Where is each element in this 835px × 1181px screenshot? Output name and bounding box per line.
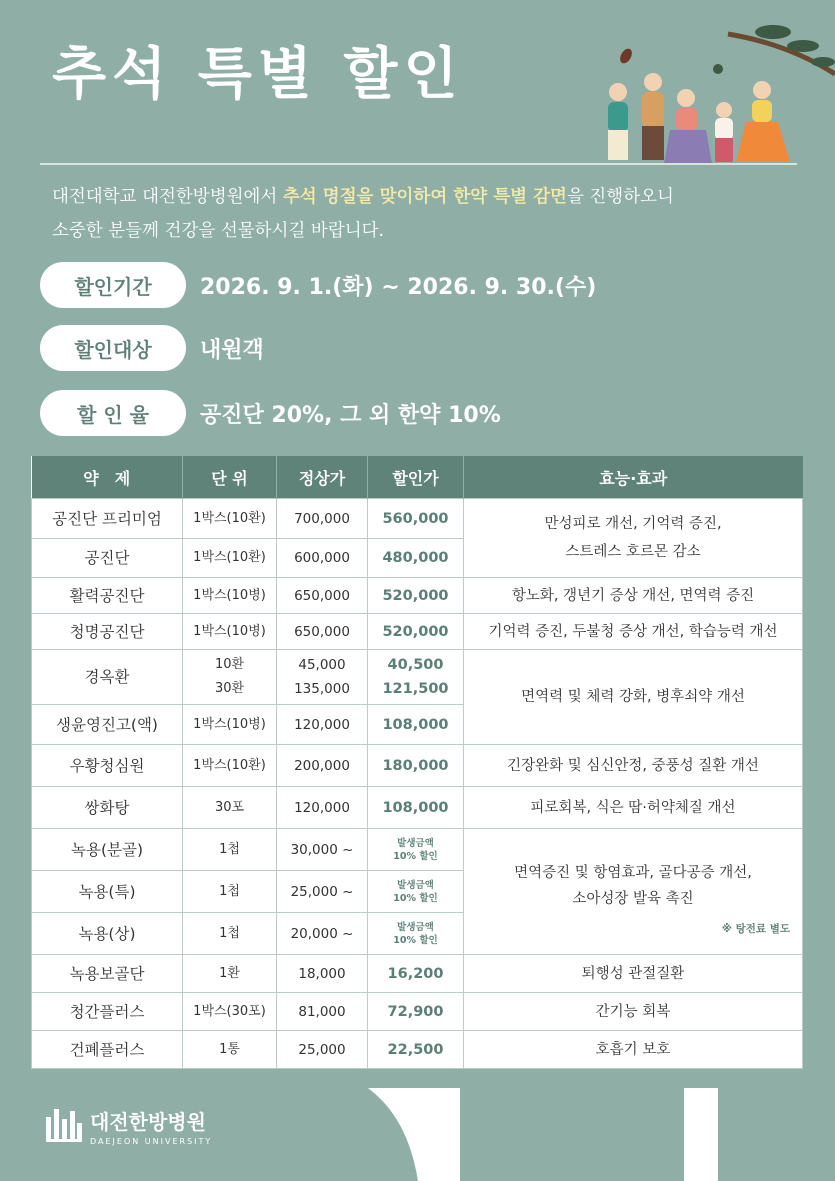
unit: 1박스(10환): [183, 745, 277, 787]
unit-line: 30환: [214, 681, 245, 696]
effect: 호흡기 보호: [464, 1031, 803, 1069]
table-row: [32, 1031, 803, 1069]
regular-price: 120,000: [277, 787, 368, 829]
hospital-logo: [46, 1106, 212, 1146]
effect-note: ※ 탕전료 별도: [721, 922, 790, 935]
unit: 1박스(10환): [183, 539, 277, 578]
regular-price: 20,000 ~: [277, 913, 368, 955]
col-header-effect: 효능·효과: [464, 456, 803, 499]
unit: 1박스(30포): [183, 993, 277, 1031]
table-row: [32, 955, 803, 993]
unit-line: 10환: [214, 657, 245, 672]
discount-price: [368, 650, 464, 705]
decorative-shape: [360, 1088, 835, 1181]
intro-highlight: 추석 명절을 맞이하여 한약 특별 감면: [282, 187, 567, 207]
period-value: 2026. 9. 1.(화) ~ 2026. 9. 30.(수): [200, 274, 597, 300]
regular-price: 200,000: [277, 745, 368, 787]
discount-price: 22,500: [368, 1031, 464, 1069]
discount-note-line: 10% 할인: [393, 850, 438, 862]
discount-price: 72,900: [368, 993, 464, 1031]
table-row: [32, 499, 803, 539]
medicine-name: 쌍화탕: [32, 787, 183, 829]
unit: 1첩: [183, 913, 277, 955]
logo-mark-icon: [46, 1107, 82, 1145]
unit: 1박스(10환): [183, 499, 277, 539]
logo-name: 대전한방병원: [90, 1110, 206, 1134]
medicine-name: 활력공진단: [32, 578, 183, 614]
regular-price-line: 45,000: [298, 657, 346, 673]
medicine-name: 청명공진단: [32, 614, 183, 650]
regular-price: 18,000: [277, 955, 368, 993]
intro-text-start: 대전대학교 대전한방병원에서: [52, 187, 283, 207]
medicine-name: 녹용(상): [32, 913, 183, 955]
discount-price: 560,000: [368, 499, 464, 539]
discount-note: [368, 871, 464, 913]
price-table: [31, 456, 803, 1069]
effect: 항노화, 갱년기 증상 개선, 면역력 증진: [464, 578, 803, 614]
medicine-name: 경옥환: [32, 650, 183, 705]
discount-price: 520,000: [368, 614, 464, 650]
col-header-discount-price: 할인가: [368, 456, 464, 499]
unit: 30포: [183, 787, 277, 829]
rate-value: 공진단 20%, 그 외 한약 10%: [200, 402, 501, 428]
unit: 1박스(10병): [183, 614, 277, 650]
effect-line: 스트레스 호르몬 감소: [565, 544, 701, 560]
divider: [40, 163, 797, 165]
regular-price: 81,000: [277, 993, 368, 1031]
discount-price: 108,000: [368, 787, 464, 829]
unit: 1박스(10병): [183, 705, 277, 745]
medicine-name: 청간플러스: [32, 993, 183, 1031]
effect: 간기능 회복: [464, 993, 803, 1031]
regular-price: 25,000 ~: [277, 871, 368, 913]
discount-price: 16,200: [368, 955, 464, 993]
unit: 1첩: [183, 871, 277, 913]
regular-price: 600,000: [277, 539, 368, 578]
unit: 1박스(10병): [183, 578, 277, 614]
discount-note-line: 10% 할인: [393, 934, 438, 946]
logo-subtitle: DAEJEON UNIVERSITY: [90, 1137, 213, 1146]
discount-price: 180,000: [368, 745, 464, 787]
effect-line: 만성피로 개선, 기억력 증진,: [544, 516, 722, 532]
discount-price: 520,000: [368, 578, 464, 614]
col-header-regular-price: 정상가: [277, 456, 368, 499]
medicine-name: 우황청심원: [32, 745, 183, 787]
table-row: [32, 829, 803, 871]
medicine-name: 녹용(분골): [32, 829, 183, 871]
effect: 피로회복, 식은 땀·허약체질 개선: [464, 787, 803, 829]
effect: 면역력 및 체력 강화, 병후쇠약 개선: [464, 650, 803, 745]
effect: 퇴행성 관절질환: [464, 955, 803, 993]
discount-note-line: 발생금액: [397, 921, 434, 933]
medicine-name: 녹용(특): [32, 871, 183, 913]
regular-price: 650,000: [277, 614, 368, 650]
effect: [464, 829, 803, 955]
medicine-name: 생윤영진고(액): [32, 705, 183, 745]
discount-note: [368, 913, 464, 955]
effect-line: 면역증진 및 항염효과, 골다공증 개선,: [514, 864, 752, 881]
page-title: 추석 특별 할인: [52, 42, 464, 107]
regular-price: 650,000: [277, 578, 368, 614]
regular-price: 25,000: [277, 1031, 368, 1069]
table-row: [32, 578, 803, 614]
medicine-name: 녹용보골단: [32, 955, 183, 993]
col-header-medicine: 약 제: [32, 456, 183, 499]
discount-price: 108,000: [368, 705, 464, 745]
effect: [464, 499, 803, 578]
medicine-name: 공진단 프리미엄: [32, 499, 183, 539]
regular-price: 30,000 ~: [277, 829, 368, 871]
unit: 1첩: [183, 829, 277, 871]
unit: 1통: [183, 1031, 277, 1069]
discount-price: 480,000: [368, 539, 464, 578]
intro-text-line2: 소중한 분들께 건강을 선물하시길 바랍니다.: [52, 221, 385, 241]
intro-text: [52, 180, 792, 248]
discount-note: [368, 829, 464, 871]
table-header-row: [32, 456, 803, 499]
table-row: [32, 787, 803, 829]
effect-line: 소아성장 발육 촉진: [572, 890, 694, 907]
effect: 기억력 증진, 두불청 증상 개선, 학습능력 개선: [464, 614, 803, 650]
regular-price: [277, 650, 368, 705]
unit: 1환: [183, 955, 277, 993]
discount-price-line: 40,500: [387, 657, 444, 673]
regular-price: 120,000: [277, 705, 368, 745]
target-value: 내원객: [200, 337, 264, 363]
intro-text-end: 을 진행하오니: [566, 187, 674, 207]
table-row: [32, 993, 803, 1031]
medicine-name: 건폐플러스: [32, 1031, 183, 1069]
regular-price: 700,000: [277, 499, 368, 539]
effect: 긴장완화 및 심신안정, 중풍성 질환 개선: [464, 745, 803, 787]
regular-price-line: 135,000: [294, 681, 350, 697]
period-label: 할인기간: [40, 262, 186, 308]
medicine-name: 공진단: [32, 539, 183, 578]
table-row: [32, 650, 803, 705]
discount-note-line: 발생금액: [397, 879, 434, 891]
discount-note-line: 10% 할인: [393, 892, 438, 904]
unit: [183, 650, 277, 705]
discount-price-line: 121,500: [382, 681, 449, 697]
col-header-unit: 단 위: [183, 456, 277, 499]
target-label: 할인대상: [40, 325, 186, 371]
table-row: [32, 614, 803, 650]
discount-note-line: 발생금액: [397, 837, 434, 849]
family-illustration: [588, 14, 835, 174]
rate-label: 할 인 율: [40, 390, 186, 436]
table-row: [32, 745, 803, 787]
